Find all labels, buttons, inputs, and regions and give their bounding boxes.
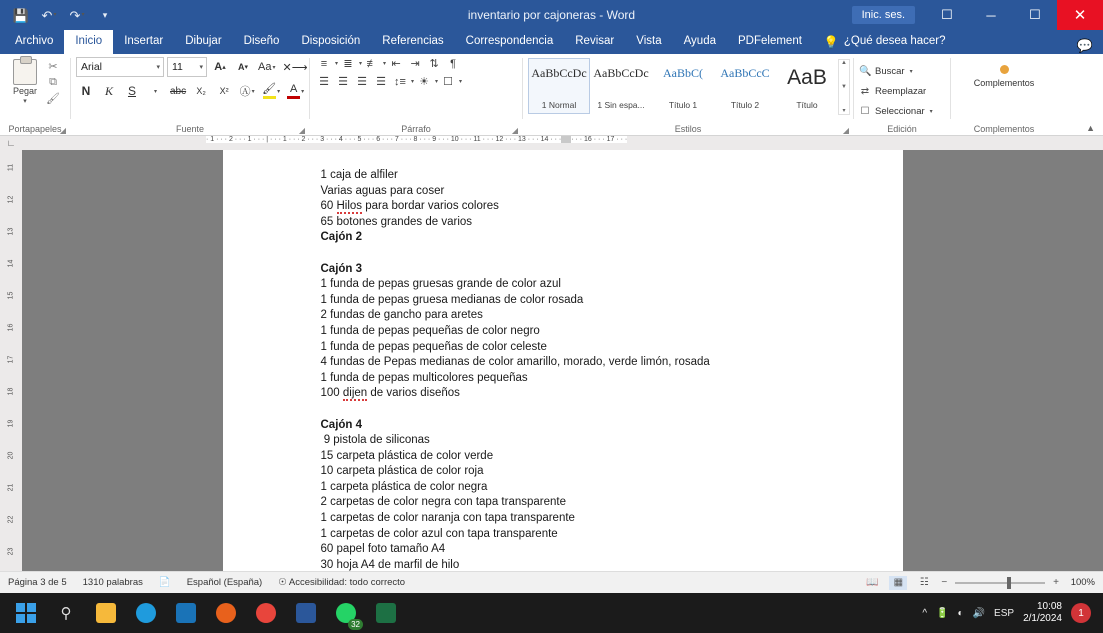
doc-line: 2 fundas de gancho para aretes <box>320 309 483 322</box>
tab-bar-right <box>1077 38 1103 54</box>
grow-font-label: A <box>214 61 223 73</box>
accessibility-status[interactable] <box>278 577 405 588</box>
proofing-icon[interactable]: 📄 <box>158 577 171 588</box>
style-preview: AaBbCcDc <box>531 66 587 80</box>
page-scroll-area[interactable] <box>22 150 1103 571</box>
cut-icon[interactable]: ✂ <box>48 61 58 73</box>
style-item[interactable] <box>652 58 714 114</box>
clock-date: 2/1/2024 <box>1023 613 1062 624</box>
addins-icon <box>1000 65 1009 74</box>
clipboard-group-label-text: Portapapeles <box>8 124 62 134</box>
windows-logo <box>16 603 36 623</box>
misspelled-word: Hilos <box>336 200 363 213</box>
italic-button[interactable]: K <box>104 83 113 98</box>
undo-icon[interactable]: ↶ ▾ <box>41 7 57 23</box>
zoom-out-button[interactable]: − <box>941 577 948 588</box>
paragraph-group-label <box>310 122 522 136</box>
tab-vista[interactable]: Vista <box>636 34 662 47</box>
ribbon-tab-bar <box>0 30 1103 54</box>
notification-badge: 32 <box>348 619 363 630</box>
doc-line: 2 carpetas de color negra con tapa transparente <box>320 496 566 509</box>
font-size-value: 11 <box>172 61 183 73</box>
minimize-button[interactable]: ─ <box>986 7 996 23</box>
bold-button[interactable]: N <box>81 84 91 98</box>
tab-referencias[interactable]: Referencias <box>382 34 444 47</box>
web-layout-icon[interactable]: ☷ <box>919 577 929 588</box>
doc-blank-line <box>321 402 843 418</box>
comments-icon[interactable]: 💬 <box>1076 38 1093 53</box>
doc-blank-line <box>321 246 843 262</box>
style-preview: AaBbC( <box>663 66 703 80</box>
ribbon-group-addins <box>951 54 1057 136</box>
quick-access-toolbar[interactable] <box>0 3 118 27</box>
clipboard-group-label <box>0 122 70 136</box>
ruler-marks-tail: · · · 16 · · · 17 · · · <box>571 136 628 143</box>
notification-count: 1 <box>1078 607 1084 619</box>
vruler-mark: 20 <box>7 451 15 460</box>
doc-heading: Cajón 3 <box>320 262 363 275</box>
font-dialog-launcher[interactable]: ◢ <box>298 126 305 135</box>
paragraph-row-1: ≡ ▾ ≣ ▾ ≢ ▾ ⇤ ⇥ ⇅ ¶ <box>315 57 462 70</box>
document-page[interactable] <box>223 150 903 571</box>
horizontal-ruler[interactable] <box>22 136 1103 150</box>
paste-icon <box>13 59 37 85</box>
strikethrough-button[interactable]: abc <box>170 85 187 97</box>
paragraph-dialog-launcher[interactable]: ◢ <box>511 126 518 135</box>
tab-archivo[interactable]: Archivo <box>15 34 54 47</box>
chrome-icon[interactable] <box>246 593 286 633</box>
clear-formatting-icon[interactable]: ✕⟶ <box>282 61 308 74</box>
tab-stop-selector-icon[interactable]: ∟ <box>6 138 16 148</box>
ribbon <box>0 54 1103 136</box>
ribbon-group-clipboard <box>0 54 70 136</box>
paragraph-group-label-text: Párrafo <box>401 124 431 134</box>
sort-icon[interactable]: ⇅ <box>429 58 439 70</box>
zoom-slider-thumb[interactable] <box>1007 577 1011 589</box>
doc-line: 1 funda de pepas gruesas grande de color azul <box>320 278 561 291</box>
select-button[interactable]: ☐ Seleccionar ▾ <box>860 105 933 117</box>
zoom-in-button[interactable]: + <box>1053 577 1059 588</box>
borders-icon[interactable]: ☐ <box>443 76 453 88</box>
bullet-list-icon[interactable]: ≡ <box>320 57 328 70</box>
excel-icon[interactable] <box>366 593 406 633</box>
superscript-button[interactable]: X² <box>219 86 229 96</box>
show-formatting-marks-icon[interactable]: ¶ <box>450 57 456 70</box>
windows-start-icon[interactable] <box>6 593 46 633</box>
align-left-icon[interactable]: ☰ <box>319 76 329 88</box>
ruler-marks: · 1 · · · 2 · · · 1 · · · | · · · 1 · · · 2 · · · 3 · · · 4 · · · 5 · · · 6 · · · 7 · · · 8 · · · 9 · · · 10 · · · 11 · · · 12 · · · 13 · · · 14 · · · <box>206 136 562 143</box>
doc-line: 1 caja de alfiler <box>320 169 398 181</box>
font-color-icon[interactable]: A ▾ <box>285 81 306 101</box>
language-indicator[interactable]: ESP <box>994 607 1015 619</box>
doc-line: 1 carpetas de color azul con tapa transparente <box>320 527 558 540</box>
doc-line: 1 funda de pepas gruesa medianas de color rosada <box>320 293 584 306</box>
vruler-mark: 22 <box>7 515 15 524</box>
shrink-font-button[interactable]: A ▾ <box>237 62 248 72</box>
status-right <box>863 576 1095 590</box>
vruler-mark: 13 <box>7 227 15 236</box>
accessibility-icon: ☉ <box>278 577 287 588</box>
select-label: Seleccionar <box>875 105 925 117</box>
replace-button[interactable] <box>859 82 926 100</box>
save-icon[interactable]: 💾 <box>12 7 30 23</box>
clipboard-dialog-launcher[interactable]: ◢ <box>59 126 66 135</box>
tell-me-box[interactable] <box>813 30 957 54</box>
addins-button[interactable] <box>956 57 1052 88</box>
close-button[interactable]: ✕ <box>1057 0 1103 30</box>
vertical-ruler[interactable] <box>0 150 22 571</box>
document-title: inventario por cajoneras - Word <box>467 8 636 22</box>
font-name-combo[interactable] <box>76 57 164 77</box>
style-item[interactable] <box>714 58 776 114</box>
ribbon-group-font <box>71 54 309 136</box>
underline-label: S <box>127 84 136 98</box>
style-preview: AaBbCcDc <box>593 66 649 80</box>
tab-disposicion[interactable]: Disposición <box>301 34 361 47</box>
multilevel-list-icon[interactable]: ≢ <box>366 57 378 70</box>
clipboard-small-buttons <box>45 57 61 105</box>
tab-dibujar[interactable]: Dibujar <box>185 34 222 47</box>
tab-correspondencia[interactable]: Correspondencia <box>465 34 554 47</box>
collapse-ribbon-icon[interactable]: ▲ <box>1086 123 1095 133</box>
shading-icon[interactable]: ☀ <box>419 76 429 88</box>
vruler-mark: 21 <box>7 483 15 492</box>
ribbon-display-options-icon[interactable]: ☐ <box>941 7 953 22</box>
word-icon[interactable] <box>286 593 326 633</box>
font-group-label-text: Fuente <box>175 124 205 134</box>
style-preview: AaB <box>787 66 827 89</box>
vruler-mark: 16 <box>7 323 15 332</box>
sign-in-button[interactable]: Inic. ses. <box>852 6 915 24</box>
lightbulb-icon: 💡 <box>823 34 839 49</box>
paste-button[interactable] <box>5 57 45 105</box>
print-layout-icon[interactable]: ▦ <box>889 576 907 590</box>
firefox-icon[interactable] <box>206 593 246 633</box>
doc-line: 15 carpeta plástica de color verde <box>320 449 494 462</box>
font-color-glyph: A <box>287 84 300 99</box>
align-right-icon[interactable]: ☰ <box>357 76 367 88</box>
mail-icon[interactable] <box>166 593 206 633</box>
tab-pdfelement[interactable]: PDFelement <box>738 34 802 47</box>
subscript-button[interactable]: X₂ <box>196 86 206 96</box>
shrink-font-label: A <box>237 62 245 72</box>
search-icon[interactable]: ⚲ <box>60 605 72 622</box>
ribbon-group-styles <box>523 54 853 136</box>
chevron-down-icon[interactable]: ▾ <box>156 64 160 71</box>
misspelled-word: dijen <box>342 387 368 400</box>
doc-line: 9 pistola de siliconas <box>320 434 430 447</box>
styles-more-icon[interactable]: ▾ <box>842 108 846 114</box>
ribbon-group-paragraph <box>310 54 522 136</box>
ribbon-group-edition <box>854 54 950 136</box>
increase-indent-icon[interactable]: ⇥ <box>410 58 420 70</box>
title-bar <box>0 0 1103 30</box>
zoom-level[interactable]: 100% <box>1070 577 1095 588</box>
system-tray <box>922 601 1097 625</box>
change-case-button[interactable]: Aa ▾ <box>258 61 276 73</box>
title-bar-right <box>852 0 1103 30</box>
replace-label: Reemplazar <box>875 85 927 97</box>
highlight-glyph: 🖌 <box>262 84 276 99</box>
tab-insertar[interactable]: Insertar <box>124 34 164 47</box>
line-spacing-icon[interactable]: ↕≡ <box>394 75 406 88</box>
microsoft-edge-icon[interactable] <box>126 593 166 633</box>
doc-heading: Cajón 4 <box>320 418 363 431</box>
tab-inicio[interactable]: Inicio <box>64 30 113 54</box>
zoom-slider[interactable] <box>955 582 1045 584</box>
change-case-label: Aa <box>258 61 272 73</box>
clock-time: 10:08 <box>1036 601 1062 612</box>
text-effects-icon[interactable]: Ⓐ ▾ <box>239 86 255 98</box>
addins-label: Complementos <box>973 78 1035 88</box>
doc-line: 1 carpeta plástica de color negra <box>320 480 488 493</box>
doc-line: Varias aguas para coser <box>320 184 445 197</box>
font-row-2 <box>76 81 306 101</box>
language-indicator[interactable]: Español (España) <box>186 577 263 588</box>
clock[interactable] <box>1023 601 1062 625</box>
horizontal-ruler-bar <box>0 136 1103 150</box>
action-center-icon[interactable] <box>1071 603 1091 623</box>
format-painter-icon[interactable]: 🖌 <box>46 93 60 105</box>
doc-line: 10 carpeta plástica de color roja <box>320 465 484 478</box>
document-work-area <box>0 150 1103 571</box>
font-group-label <box>71 122 309 136</box>
text-highlight-icon[interactable]: 🖌 ▾ <box>260 81 282 101</box>
doc-line: 1 funda de pepas multicolores pequeñas <box>320 371 528 384</box>
edition-group-label: Edición <box>887 124 917 134</box>
style-item[interactable] <box>528 58 590 114</box>
doc-line: 1 funda de pepas pequeñas de color celeste <box>320 340 547 353</box>
style-name: Título <box>796 100 818 110</box>
chevron-down-icon[interactable]: ▾ <box>23 98 27 105</box>
maximize-button[interactable]: ☐ <box>1029 7 1041 22</box>
replace-icon: ⇄ <box>860 85 870 97</box>
style-name: Título 2 <box>730 100 760 110</box>
doc-line: 4 fundas de Pepas medianas de color amarillo, morado, verde limón, rosada <box>320 356 710 369</box>
wifi-icon[interactable]: ◐ <box>957 607 964 619</box>
style-name: 1 Normal <box>541 100 577 110</box>
font-row-1 <box>76 57 309 77</box>
vruler-mark: 19 <box>7 419 15 428</box>
doc-line: 60 papel foto tamaño A4 <box>320 543 446 556</box>
doc-line: 65 botones grandes de varios <box>320 215 473 228</box>
doc-line: 1 carpetas de color naranja con tapa transparente <box>320 512 575 525</box>
align-center-icon[interactable]: ☰ <box>338 76 348 88</box>
volume-icon[interactable]: 🔊 <box>972 607 986 619</box>
battery-icon[interactable]: 🔋 <box>936 607 949 619</box>
style-name: Título 1 <box>668 100 698 110</box>
search-icon: 🔍 <box>859 65 872 77</box>
styles-dialog-launcher[interactable]: ◢ <box>842 126 849 135</box>
doc-line-misspelled: 60 Hilos para bordar varios colores <box>320 200 499 213</box>
vruler-mark: 12 <box>7 195 15 204</box>
show-hidden-icons-icon[interactable]: ^ <box>922 607 928 619</box>
style-name: 1 Sin espa... <box>597 100 645 110</box>
underline-dropdown-icon[interactable]: ▾ <box>153 88 157 95</box>
page-indicator[interactable]: Página 3 de 5 <box>8 577 67 588</box>
decrease-indent-icon[interactable]: ⇤ <box>391 58 401 70</box>
copy-icon[interactable]: ⧉ <box>49 76 57 88</box>
vruler-mark: 11 <box>7 163 15 172</box>
vruler-mark: 15 <box>7 291 15 300</box>
justify-icon[interactable]: ☰ <box>376 76 386 88</box>
chevron-down-icon[interactable]: ▾ <box>199 64 203 71</box>
customize-quick-access-icon[interactable]: ▾ <box>102 9 108 20</box>
taskbar <box>0 593 1103 633</box>
status-bar <box>0 571 1103 593</box>
styles-group-label-text: Estilos <box>674 124 702 134</box>
styles-gallery[interactable] <box>528 57 850 115</box>
tell-me-label: ¿Qué desea hacer? <box>843 34 946 47</box>
underline-button[interactable] <box>122 81 142 101</box>
scroll-down-icon[interactable]: ▼ <box>841 83 847 90</box>
redo-icon[interactable]: ↷ ▾ <box>69 7 85 23</box>
accessibility-label: Accesibilidad: todo correcto <box>288 577 406 588</box>
vruler-mark: 14 <box>7 259 15 268</box>
file-explorer-icon[interactable] <box>86 593 126 633</box>
paste-label: Pegar <box>12 86 38 96</box>
whatsapp-icon[interactable] <box>326 593 366 633</box>
vruler-mark: 17 <box>7 355 15 364</box>
font-name-value: Arial <box>81 61 103 73</box>
select-icon: ☐ <box>860 105 870 117</box>
find-label: Buscar <box>875 65 905 77</box>
styles-scroll[interactable] <box>838 59 850 115</box>
doc-heading: Cajón 2 <box>320 231 363 244</box>
doc-line: 30 hoja A4 de marfil de hilo <box>320 558 460 571</box>
addins-group-label: Complementos <box>973 124 1035 134</box>
grow-font-button[interactable]: A ▴ <box>214 61 226 73</box>
tab-diseno[interactable]: Diseño <box>243 34 280 47</box>
paragraph-row-2: ☰ ☰ ☰ ☰ ↕≡ ▾ ☀ ▾ ☐ ▾ <box>315 75 462 88</box>
find-button[interactable]: 🔍 Buscar ▾ <box>859 65 913 77</box>
style-item[interactable] <box>776 58 838 114</box>
status-left <box>8 577 405 588</box>
font-size-combo[interactable] <box>167 57 207 77</box>
word-count[interactable]: 1310 palabras <box>82 577 143 588</box>
tab-revisar[interactable]: Revisar <box>575 34 615 47</box>
styles-group-label <box>523 122 853 136</box>
style-preview: AaBbCcC <box>720 66 770 80</box>
read-mode-icon[interactable]: 📖 <box>866 577 879 588</box>
vruler-mark: 23 <box>7 547 15 556</box>
scroll-up-icon[interactable]: ▲ <box>841 60 847 66</box>
doc-line-misspelled: 100 dijen de varios diseños <box>320 387 460 400</box>
numbered-list-icon[interactable]: ≣ <box>343 58 353 70</box>
vruler-mark: 18 <box>7 387 15 396</box>
doc-line: 1 funda de pepas pequeñas de color negro <box>320 324 540 337</box>
style-item[interactable] <box>590 58 652 114</box>
tab-ayuda[interactable]: Ayuda <box>683 34 716 47</box>
